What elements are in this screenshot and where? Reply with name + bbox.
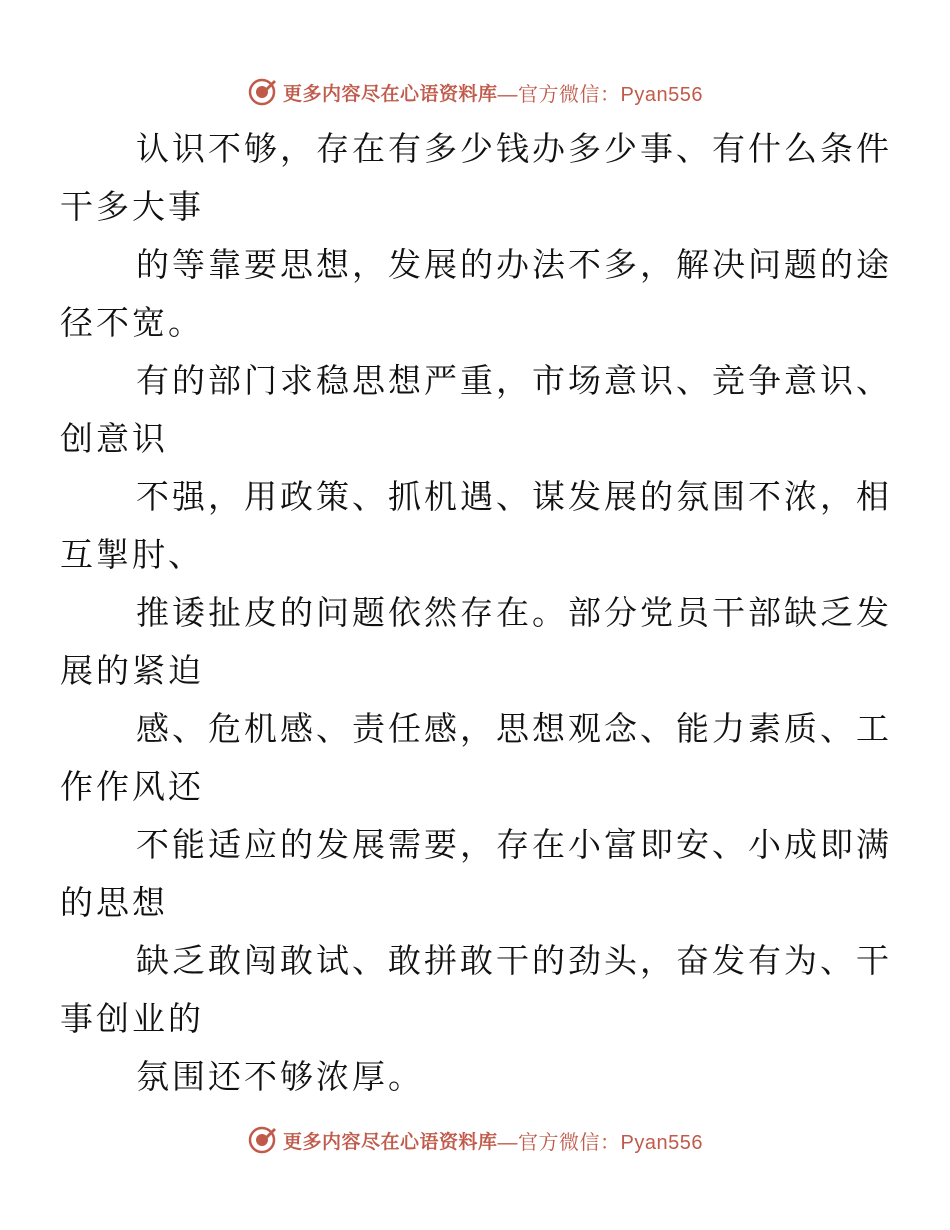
paragraph-line: 不强，用政策、抓机遇、谋发展的氛围不浓，相 <box>136 477 892 516</box>
header-banner <box>0 72 950 112</box>
footer-banner <box>0 1120 950 1160</box>
paragraph-line: 有的部门求稳思想严重，市场意识、竞争意识、 <box>136 361 892 400</box>
paragraph-line: 缺乏敢闯敢试、敢拼敢干的劲头，奋发有为、干 <box>136 941 892 980</box>
paragraph <box>60 584 892 700</box>
paragraph-line: 干多大事 <box>60 187 204 226</box>
paragraph-line: 不能适应的发展需要，存在小富即安、小成即满 <box>136 825 892 864</box>
pen-circle-icon <box>247 77 277 107</box>
banner-suffix: —官方微信：Pyan556 <box>497 83 703 106</box>
paragraph-line: 氛围还不够浓厚。 <box>136 1057 424 1096</box>
paragraph-line: 认识不够，存在有多少钱办多少事、有什么条件 <box>136 129 892 168</box>
paragraph <box>60 236 892 352</box>
paragraph-line: 径不宽。 <box>60 303 204 342</box>
paragraph <box>60 816 892 932</box>
paragraph <box>60 932 892 1048</box>
banner-prefix: 更多内容尽在心语资料库 <box>283 82 498 105</box>
paragraph <box>60 352 892 468</box>
paragraph-line: 创意识 <box>60 419 168 458</box>
paragraph-line: 事创业的 <box>60 999 204 1038</box>
paragraph-line: 展的紧迫 <box>60 651 204 690</box>
document-body <box>60 120 892 1106</box>
paragraph-line: 感、危机感、责任感，思想观念、能力素质、工 <box>136 709 892 748</box>
pen-circle-icon <box>247 1125 277 1155</box>
paragraph <box>60 468 892 584</box>
paragraph-line: 的思想 <box>60 883 168 922</box>
banner-prefix: 更多内容尽在心语资料库 <box>283 1130 498 1153</box>
paragraph-line: 作作风还 <box>60 767 204 806</box>
paragraph-line: 推诿扯皮的问题依然存在。部分党员干部缺乏发 <box>136 593 892 632</box>
paragraph <box>60 700 892 816</box>
paragraph <box>60 120 892 236</box>
banner-suffix: —官方微信：Pyan556 <box>497 1131 703 1154</box>
paragraph <box>98 1048 858 1106</box>
paragraph-line: 的等靠要思想，发展的办法不多，解决问题的途 <box>136 245 892 284</box>
paragraph-line: 互掣肘、 <box>60 535 204 574</box>
